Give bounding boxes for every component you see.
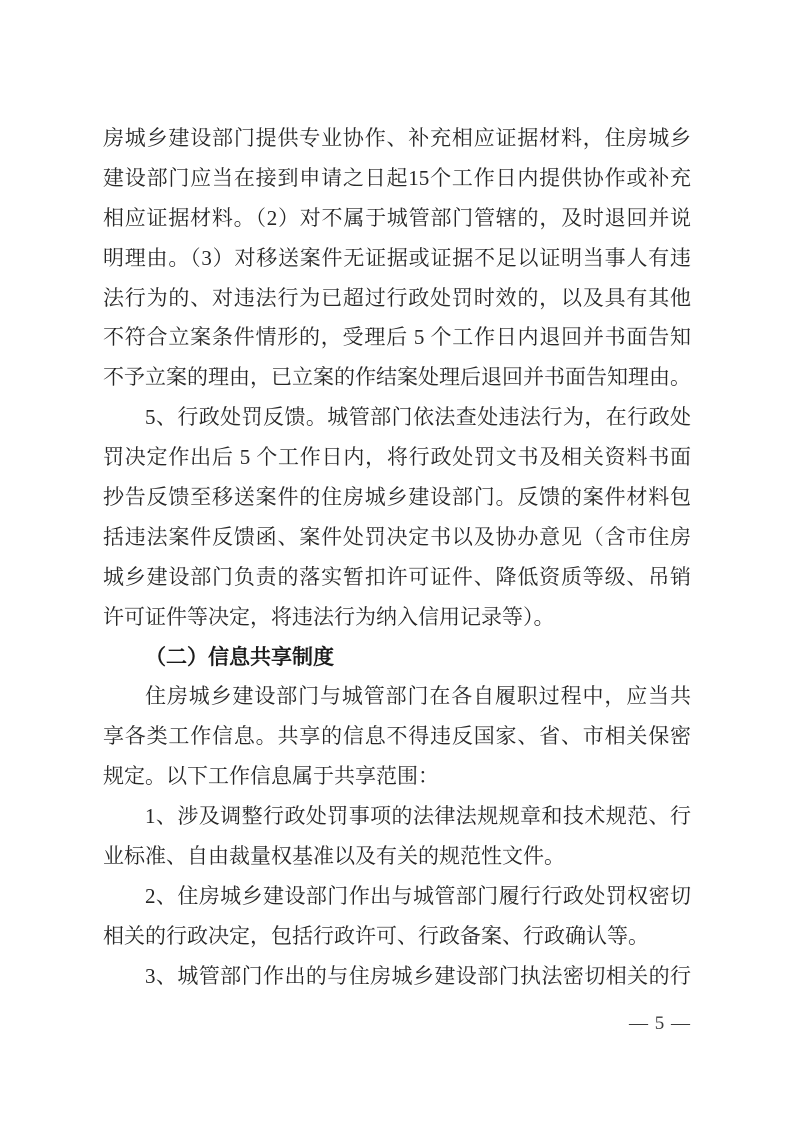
text-line: 不予立案的理由，已立案的作结案处理后退回并书面告知理由。 (103, 365, 691, 390)
text-line: 相应证据材料。（2）对不属于城管部门管辖的，及时退回并说 (103, 205, 691, 230)
text-line: 建设部门应当在接到申请之日起15个工作日内提供协作或补充 (103, 165, 691, 190)
text-line: 括违法案件反馈函、案件处罚决定书以及协办意见（含市住房 (103, 524, 691, 549)
text-line-paragraph-end: 规定。以下工作信息属于共享范围： (103, 764, 439, 789)
text-line: 享各类工作信息。共享的信息不得违反国家、省、市相关保密 (103, 724, 691, 749)
text-line: 不符合立案条件情形的，受理后 5 个工作日内退回并书面告知 (103, 325, 691, 350)
text-line-paragraph-start: 5、行政处罚反馈。城管部门依法查处违法行为，在行政处 (145, 405, 691, 430)
text-line-paragraph-start: 住房城乡建设部门与城管部门在各自履职过程中，应当共 (145, 684, 691, 709)
text-line-paragraph-start: 3、城管部门作出的与住房城乡建设部门执法密切相关的行 (145, 963, 691, 988)
document-body (103, 119, 691, 997)
page-number: — 5 — (629, 1013, 691, 1034)
section-heading: （二）信息共享制度 (145, 644, 334, 669)
text-line: 罚决定作出后 5 个工作日内，将行政处罚文书及相关资料书面 (103, 445, 691, 470)
text-line-paragraph-end: 业标准、自由裁量权基准以及有关的规范性文件。 (103, 844, 565, 869)
text-line: 城乡建设部门负责的落实暂扣许可证件、降低资质等级、吊销 (103, 564, 691, 589)
text-line-paragraph-end: 相关的行政决定，包括行政许可、行政备案、行政确认等。 (103, 923, 649, 948)
text-line-paragraph-start: 2、住房城乡建设部门作出与城管部门履行行政处罚权密切 (145, 883, 691, 908)
text-line: 明理由。（3）对移送案件无证据或证据不足以证明当事人有违 (103, 245, 691, 270)
text-line-paragraph-start: 1、涉及调整行政处罚事项的法律法规规章和技术规范、行 (145, 804, 691, 829)
text-line: 抄告反馈至移送案件的住房城乡建设部门。反馈的案件材料包 (103, 485, 691, 510)
text-line: 房城乡建设部门提供专业协作、补充相应证据材料，住房城乡 (103, 126, 691, 150)
text-line: 法行为的、对违法行为已超过行政处罚时效的，以及具有其他 (103, 285, 691, 310)
text-line-paragraph-end: 许可证件等决定，将违法行为纳入信用记录等）。 (103, 604, 555, 629)
